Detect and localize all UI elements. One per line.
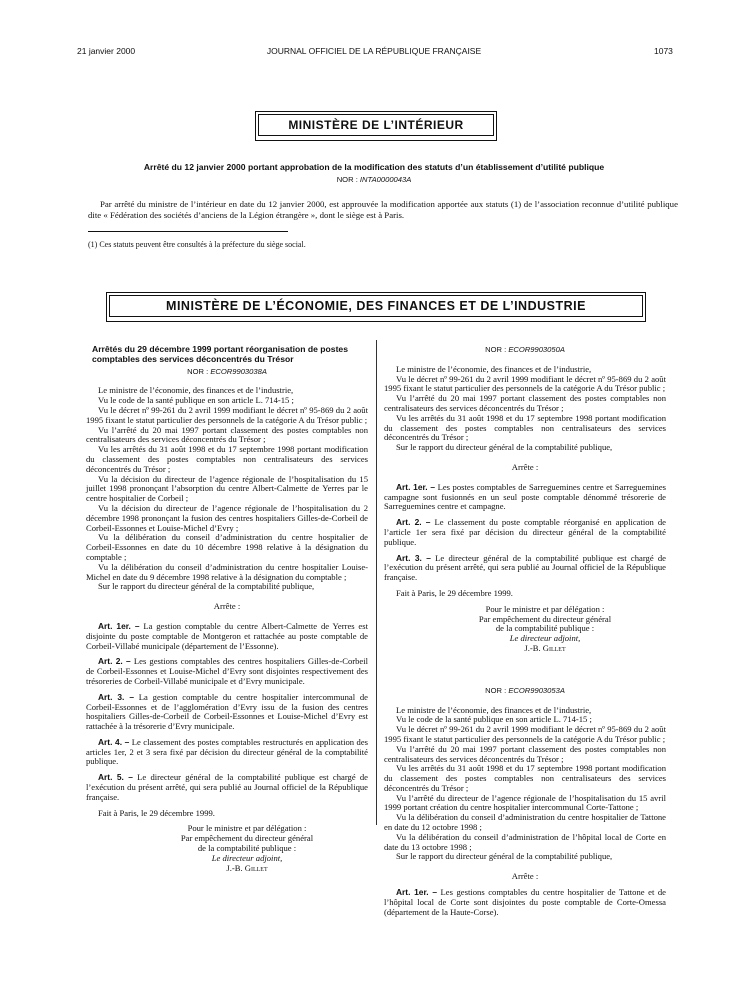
preamble-text: Le ministre de l’économie, des finances et de l’industrie,	[396, 704, 592, 715]
signature-line: de la comptabilité publique :	[197, 843, 297, 854]
article-text: La gestion comptable du centre hospitalier intercommunal de Corbeil-Essonnes et de l’agglomération d’Evry issu de la fusion des centres hospitaliers Gilles-de-Corbeil de Corbeil-Essonnes et Louise-Michel d’Evry est rattachée à la trésorerie d’Evry municipale.	[86, 691, 368, 732]
article	[384, 518, 666, 547]
signature-line: de la comptabilité publique :	[495, 623, 595, 634]
header-page-number: 1073	[654, 46, 673, 56]
preamble-text: Le ministre de l’économie, des finances et de l’industrie,	[396, 363, 592, 374]
preamble-text: Vu l’arrêté du 20 mai 1997 portant classement des postes comptables non centralisateurs des services déconcentrés du Trésor ;	[384, 743, 666, 764]
preamble-text: Sur le rapport du directeur général de la comptabilité publique,	[396, 851, 613, 862]
preamble-text: Vu les arrêtés du 31 août 1998 et du 17 septembre 1998 portant modification du classement des postes comptables non centralisateurs des services déconcentrés du Trésor ;	[86, 444, 368, 474]
article-label: Art. 5. –	[98, 772, 133, 783]
article-text: Les gestions comptables des centres hospitaliers Gilles-de-Corbeil de Corbeil-Essonnes et Louise-Michel d’Evry sont disjointes respectivement des trésoreries de Corbeil-Villabé municipale et d’Evry municipale.	[86, 656, 368, 686]
nor-reference: NOR : ECOR9903050A	[485, 345, 565, 354]
arrete-label: Arrête :	[511, 871, 539, 882]
ministry-title: MINISTÈRE DE L’ÉCONOMIE, DES FINANCES ET DE L’INDUSTRIE	[109, 295, 643, 317]
article	[384, 483, 666, 512]
header-date: 21 janvier 2000	[77, 46, 136, 56]
nor-code: ECOR9903050A	[508, 345, 565, 354]
article	[86, 622, 368, 651]
article-label: Art. 1er. –	[98, 620, 140, 631]
preamble-text: Sur le rapport du directeur général de la comptabilité publique,	[396, 442, 613, 453]
nor-reference: NOR : ECOR9903053A	[485, 685, 565, 695]
article	[384, 554, 666, 583]
arrete-label: Arrête :	[511, 461, 539, 472]
ministry-box-interieur	[255, 111, 497, 141]
signature-line: Par empêchement du directeur général	[180, 833, 314, 844]
signatory-name: J.-B. Gillet	[226, 862, 268, 873]
article-label: Art. 3. –	[396, 552, 431, 563]
signature-line: Par empêchement du directeur général	[478, 613, 612, 624]
article	[86, 773, 368, 802]
article	[86, 738, 368, 767]
article-label: Art. 3. –	[98, 691, 134, 702]
preamble-text: Vu la décision du directeur de l’agence régionale de l’hospitalisation du 2 décembre 1998 prononçant la fusion des centres hospitaliers Gilles-de-Corbeil de Corbeil-Essonnes et Louise-Michel d’Evry ;	[86, 502, 368, 533]
preamble-text: Le ministre de l’économie, des finances et de l’industrie,	[98, 385, 294, 396]
done-at: Fait à Paris, le 29 décembre 1999.	[98, 807, 215, 818]
preamble-text: Vu le décret nº 99-261 du 2 avril 1999 modifiant le décret nº 95-869 du 2 août 1995 fixant le statut particulier des personnels de la catégorie A du Trésor public ;	[384, 724, 666, 744]
signature-line: Pour le ministre et par délégation :	[485, 603, 605, 614]
article-label: Art. 2. –	[98, 656, 131, 667]
article-text: Le classement du poste comptable réorganisé en application de l’article 1er sera fixé par décision du directeur général de la comptabilité publique.	[384, 517, 666, 547]
nor-code: ECOR9903053A	[508, 685, 565, 695]
arrete-title: Arrêtés du 29 décembre 1999 portant réorganisation de postes comptables des services déconcentrés du Trésor	[92, 344, 348, 364]
preamble-text: Vu la délibération du conseil d’administration du centre hospitalier Louise-Michel en date du 9 décembre 1998 relative à la désignation du comptable ;	[86, 561, 368, 582]
article	[86, 657, 368, 686]
done-at: Fait à Paris, le 29 décembre 1999.	[396, 587, 513, 598]
preamble-text: Vu la délibération du conseil d’administration du centre hospitalier de Tattone en date du 12 octobre 1998 ;	[384, 812, 666, 833]
ministry-title: MINISTÈRE DE L’INTÉRIEUR	[258, 114, 494, 136]
nor-code: INTA0000043A	[359, 175, 412, 184]
article-label: Art. 1er. –	[396, 481, 436, 492]
nor-reference: NOR : ECOR9903038A	[187, 366, 267, 376]
preamble-text: Vu l’arrêté du 20 mai 1997 portant classement des postes comptables non centralisateurs des services déconcentrés du Trésor ;	[86, 424, 368, 445]
article-text: Le classement des postes comptables restructurés en application des articles 1er, 2 et 3 sera fixé par décision du directeur général de la comptabilité publique.	[86, 736, 368, 767]
arrete-title: Arrêté du 12 janvier 2000 portant approbation de la modification des statuts d’un établissement d’utilité publique	[143, 162, 605, 172]
preamble-text: Vu le décret nº 99-261 du 2 avril 1999 modifiant le décret nº 95-869 du 2 août 1995 fixant le statut particulier des personnels de la catégorie A du Trésor public ;	[384, 373, 666, 394]
footnote: (1) Ces statuts peuvent être consultés à la préfecture du siège social.	[88, 240, 306, 249]
right-column	[384, 345, 666, 917]
signature-line: Pour le ministre et par délégation :	[187, 823, 307, 834]
article	[86, 693, 368, 732]
header-journal: JOURNAL OFFICIEL DE LA RÉPUBLIQUE FRANÇAISE	[266, 46, 482, 56]
signatory-name: J.-B. Gillet	[524, 642, 566, 653]
article-text: La gestion comptable du centre Albert-Calmette de Yerres est disjointe du poste comptable de Montgeron et rattachée au poste comptable de Corbeil-Villabé municipale (département de l’Essonne).	[86, 620, 368, 651]
nor-code: ECOR9903038A	[210, 366, 267, 376]
article-text: Les postes comptables de Sarreguemines centre et Sarreguemines campagne sont fusionnés en un seul poste comptable dénommé trésorerie de Sarreguemines centre et campagne.	[384, 481, 666, 512]
preamble-text: Vu l’arrêté du directeur de l’agence régionale de l’hospitalisation du 15 avril 1999 portant création du centre hospitalier intercommunal Corte-Tattone ;	[384, 792, 666, 813]
preamble-text: Vu le décret nº 99-261 du 2 avril 1999 modifiant le décret nº 95-869 du 2 août 1995 fixant le statut particulier des personnels de la catégorie A du Trésor public ;	[86, 404, 368, 425]
signature-line: Le directeur adjoint,	[509, 633, 581, 644]
left-column	[86, 345, 368, 873]
preamble-text: Vu les arrêtés du 31 août 1998 et du 17 septembre 1998 portant modification du classement des postes comptables non centralisateurs des services déconcentrés du Trésor ;	[384, 412, 666, 443]
preamble-text: Vu les arrêtés du 31 août 1998 et du 17 septembre 1998 portant modification du classement des postes comptables non centralisateurs des services déconcentrés du Trésor ;	[384, 763, 666, 793]
article	[384, 888, 666, 917]
footnote-rule	[88, 231, 288, 232]
arrete-label: Arrête :	[213, 601, 241, 612]
article-text: Le directeur général de la comptabilité publique est chargé de l’exécution du présent arrêté, qui sera publié au Journal officiel de la République française.	[86, 772, 368, 802]
article-text: Le directeur général de la comptabilité publique est chargé de l’exécution du présent arrêté, qui sera publié au Journal officiel de la République française.	[384, 552, 666, 583]
preamble-text: Vu le code de la santé publique en son article L. 714-15 ;	[98, 395, 294, 406]
preamble-text: Vu la décision du directeur de l’agence régionale de l’hospitalisation du 15 juillet 1998 prononçant l’absorption du centre Albert-Calmette de Yerres par le centre hospitalier de Corbeil ;	[86, 473, 368, 504]
preamble-text: Vu la délibération du conseil d’administration de l’hôpital local de Corte en date du 13 octobre 1998 ;	[384, 831, 666, 852]
preamble-text: Sur le rapport du directeur général de la comptabilité publique,	[98, 581, 315, 592]
preamble-text: Vu la délibération du conseil d’administration du centre hospitalier de Corbeil-Essonnes en date du 10 décembre 1998 relative à la désignation du comptable ;	[86, 532, 368, 562]
article-label: Art. 1er. –	[396, 887, 437, 898]
ministry-box-economie	[106, 292, 646, 322]
signature-line: Le directeur adjoint,	[211, 852, 283, 863]
arrete-body: Par arrêté du ministre de l’intérieur en date du 12 janvier 2000, est approuvée la modification apportée aux statuts (1) de l’association reconnue d’utilité publique dite « Fédération des sociétés d’anciens de la Légion étrangère », dont le siège est à Paris.	[88, 199, 678, 220]
article-label: Art. 2. –	[396, 517, 431, 528]
preamble-text: Vu l’arrêté du 20 mai 1997 portant classement des postes comptables non centralisateurs des services déconcentrés du Trésor ;	[384, 393, 666, 413]
article-text: Les gestions comptables du centre hospitalier de Tattone et de l’hôpital local de Corte sont disjointes du poste comptable de Corte-Omessa (département de la Haute-Corse).	[384, 887, 666, 917]
article-label: Art. 4. –	[98, 736, 130, 747]
nor-reference: NOR : INTA0000043A	[336, 175, 412, 184]
preamble-text: Vu le code de la santé publique en son article L. 714-15 ;	[396, 714, 592, 725]
column-divider	[376, 340, 377, 825]
